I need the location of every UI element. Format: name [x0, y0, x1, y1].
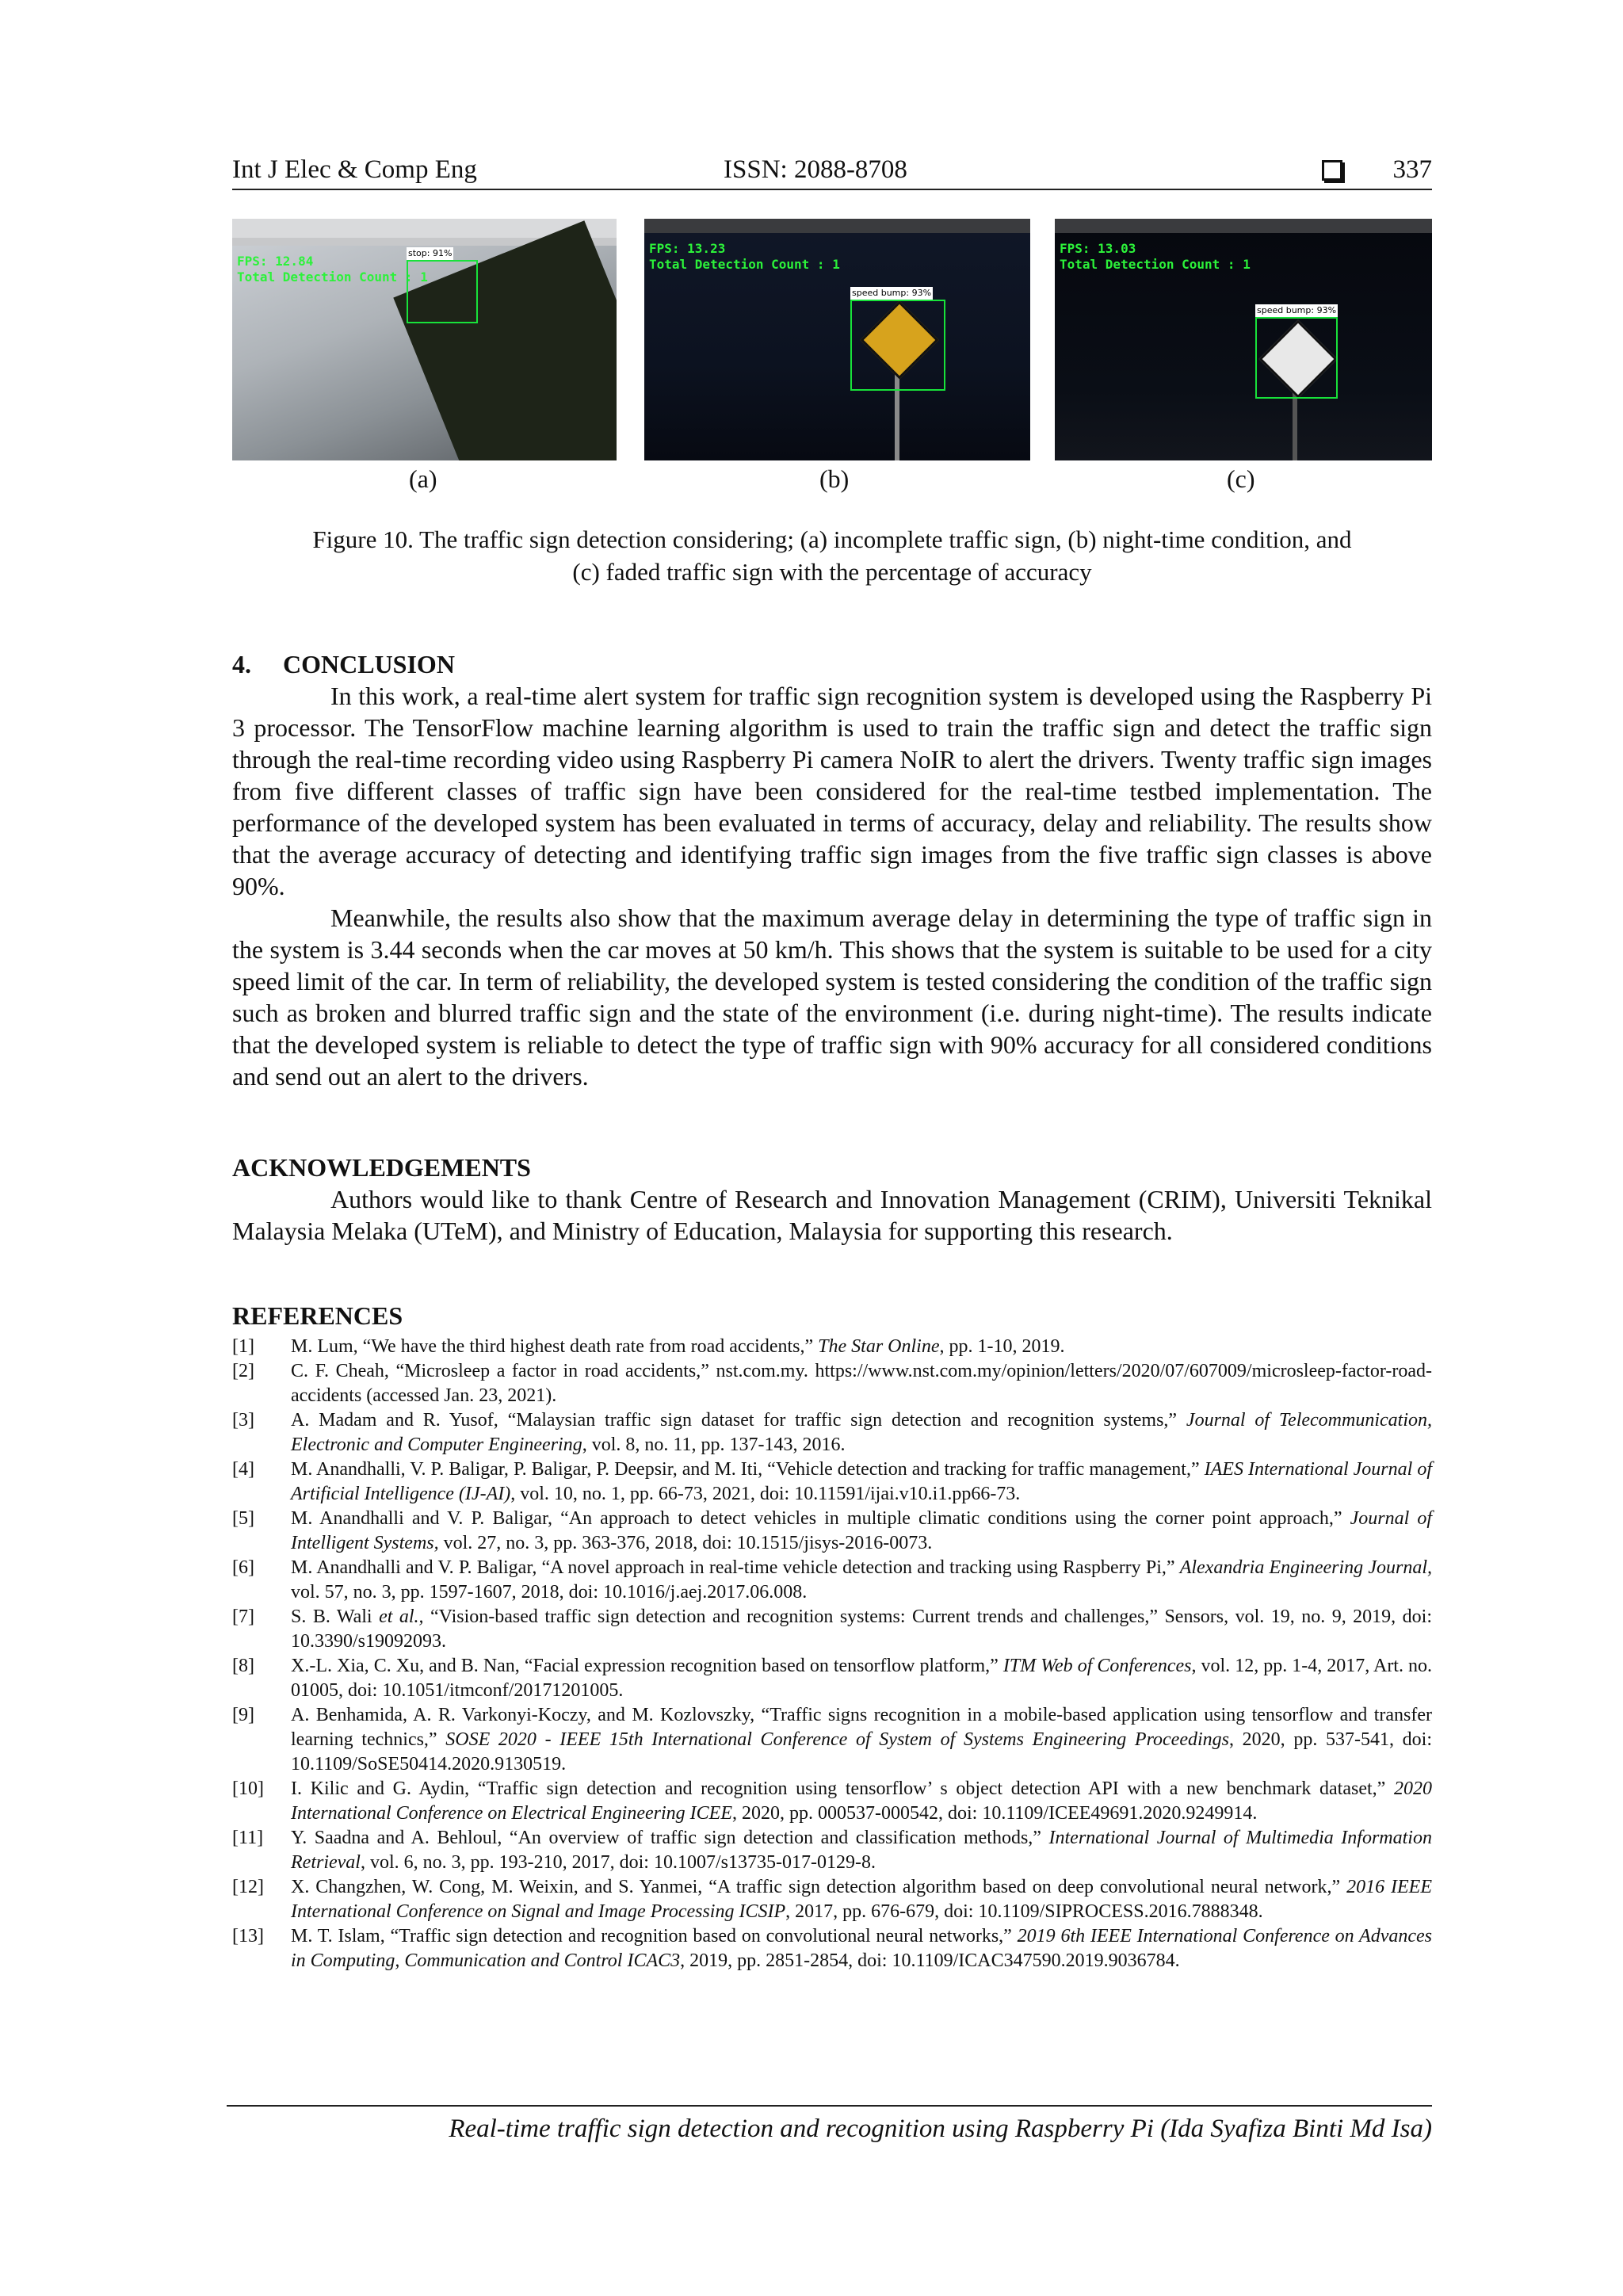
subfigure-label-c: (c) [1227, 464, 1255, 493]
reference-item: [1] M. Lum, “We have the third highest death rate from road accidents,” The Star Online, pp. 1-10, 2019. [232, 1336, 1065, 1357]
reference-item: [2] C. F. Cheah, “Microsleep a factor in road accidents,” nst.com.my. https://www.nst.com.my/opinion/letters/2020/07/607009/microsleep-factor-road-accidents (accessed Jan. 23, 2021). [232, 1361, 1432, 1406]
page-footer [227, 2105, 1432, 2144]
reference-item: [5] M. Anandhalli and V. P. Baligar, “An approach to detect vehicles in multiple climatic conditions using the corner point approach,” Journal of Intelligent Systems, vol. 27, no. 3, pp. 363-376, 2018, doi: 10.1515/jisys-2016-0073. [232, 1508, 1433, 1553]
paragraph: In this work, a real-time alert system for traffic sign recognition system is developed using the Raspberry Pi 3 processor. The TensorFlow machine learning algorithm is used to train the traffic sign and detect the traffic sign through the real-time recording video using Raspberry Pi camera NoIR to alert the drivers. Twenty traffic sign images from five different classes of traffic sign have been considered for the real-time testbed implementation. The performance of the developed system has been evaluated in terms of accuracy, delay and reliability. The results show that the average accuracy of detecting and identifying traffic sign images from the five traffic sign classes is above 90%. [232, 682, 1432, 900]
section-heading: 4. CONCLUSION [232, 650, 455, 678]
journal-name: Int J Elec & Comp Eng [232, 155, 477, 184]
reference-item: [10] I. Kilic and G. Aydin, “Traffic sign detection and recognition using tensorflow’ s object detection API with a new benchmark dataset,” 2020 International Conference on Electrical Engineering ICEE, 2020, pp. 000537-000542, doi: 10.1109/ICEE49691.2020.9249914. [232, 1778, 1432, 1824]
paragraph: Authors would like to thank Centre of Research and Innovation Management (CRIM), Universiti Teknikal Malaysia Melaka (UTeM), and Ministry of Education, Malaysia for supporting this research. [232, 1185, 1432, 1245]
reference-item: [3] A. Madam and R. Yusof, “Malaysian traffic sign dataset for traffic sign detection and recognition systems,” Journal of Telecommunication, Electronic and Computer Engineering, vol. 8, no. 11, pp. 137-143, 2016. [232, 1410, 1433, 1455]
checkbox-square-icon [1322, 160, 1342, 181]
reference-item: [6] M. Anandhalli and V. P. Baligar, “A novel approach in real-time vehicle detection and tracking using Raspberry Pi,” Alexandria Engineering Journal, vol. 57, no. 3, pp. 1597-1607, 2018, doi: 10.1016/j.aej.2017.06.008. [232, 1557, 1432, 1603]
fps-readout: FPS: 12.84 [237, 254, 314, 269]
figure-caption: Figure 10. The traffic sign detection considering; (a) incomplete traffic sign, (b) night-time condition, and (c) faded traffic sign with the percentage of accuracy [312, 525, 1352, 586]
detection-box [1255, 305, 1338, 399]
reference-item: [13] M. T. Islam, “Traffic sign detection and recognition based on convolutional neural networks,” 2019 6th IEEE International Conference on Advances in Computing, Communication and Control ICAC3, 2019, pp. 2851-2854, doi: 10.1109/ICAC347590.2019.9036784. [232, 1926, 1432, 1971]
detection-count: Total Detection Count : 1 [237, 269, 428, 285]
screenshot-panel-b [644, 219, 1030, 460]
reference-item: [8] X.-L. Xia, C. Xu, and B. Nan, “Facial expression recognition based on tensorflow platform,” ITM Web of Conferences, vol. 12, pp. 1-4, 2017, Art. no. 01005, doi: 10.1051/itmconf/20171201005. [232, 1656, 1433, 1701]
page-header [232, 155, 1432, 190]
fps-readout: FPS: 13.03 [1060, 241, 1136, 256]
running-footer-title: Real-time traffic sign detection and recognition using Raspberry Pi (Ida Syafiza Binti Md Isa) [449, 2115, 1432, 2143]
section-heading: ACKNOWLEDGEMENTS [232, 1153, 531, 1182]
reference-item: [11] Y. Saadna and A. Behloul, “An overview of traffic sign detection and classification methods,” International Journal of Multimedia Information Retrieval, vol. 6, no. 3, pp. 193-210, 2017, doi: 10.1007/s13735-017-0129-8. [232, 1828, 1432, 1873]
subfigure-label-b: (b) [819, 464, 850, 493]
detection-label: speed bump: 93% [1257, 305, 1337, 315]
screenshot-panel-c [1055, 219, 1432, 460]
acknowledgements-section [232, 1152, 1432, 1247]
subfigure-label-a: (a) [409, 464, 437, 493]
detection-box [407, 248, 478, 323]
detection-count: Total Detection Count : 1 [1060, 257, 1251, 272]
issn: ISSN: 2088-8708 [724, 155, 907, 184]
window-titlebar [1055, 219, 1432, 233]
reference-item: [12] X. Changzhen, W. Cong, M. Weixin, and S. Yanmei, “A traffic sign detection algorithm based on deep convolutional neural network,” 2016 IEEE International Conference on Signal and Image Processing ICSIP, 2017, pp. 676-679, doi: 10.1109/SIPROCESS.2016.7888348. [232, 1877, 1432, 1922]
fps-readout: FPS: 13.23 [649, 241, 726, 256]
detection-box [850, 288, 945, 391]
detection-count: Total Detection Count : 1 [649, 257, 840, 272]
screenshot-panel-a [232, 219, 617, 460]
detection-label: speed bump: 93% [852, 288, 932, 298]
references-section [232, 1300, 1432, 1973]
detection-label: stop: 91% [408, 248, 453, 258]
conclusion-section [232, 648, 1432, 1092]
figure-10 [232, 219, 1432, 460]
paragraph: Meanwhile, the results also show that the maximum average delay in determining the type of traffic sign in the system is 3.44 seconds when the car moves at 50 km/h. This shows that the system is suitable to be used for a city speed limit of the car. In term of reliability, the developed system is tested considering the condition of the traffic sign such as broken and blurred traffic sign and the state of the environment (i.e. during night-time). The results indicate that the developed system is reliable to detect the type of traffic sign with 90% accuracy for all considered conditions and send out an alert to the drivers. [232, 904, 1432, 1091]
window-titlebar [644, 219, 1030, 233]
reference-list [232, 1335, 1432, 1973]
section-heading: REFERENCES [232, 1301, 403, 1330]
page-number: 337 [1392, 155, 1432, 184]
reference-item: [7] S. B. Wali et al., “Vision-based traffic sign detection and recognition systems: Current trends and challenges,” Sensors, vol. 19, no. 9, 2019, doi: 10.3390/s19092093. [232, 1606, 1432, 1652]
reference-item: [4] M. Anandhalli, V. P. Baligar, P. Baligar, P. Deepsir, and M. Iti, “Vehicle detection and tracking for traffic management,” IAES International Journal of Artificial Intelligence (IJ-AI), vol. 10, no. 1, pp. 66-73, 2021, doi: 10.11591/ijai.v10.i1.pp66-73. [232, 1459, 1432, 1504]
reference-item: [9] A. Benhamida, A. R. Varkonyi-Koczy, and M. Kozlovszky, “Traffic signs recognition in a mobile-based application using tensorflow and transfer learning technics,” SOSE 2020 - IEEE 15th International Conference of System of Systems Engineering Proceedings, 2020, pp. 537-541, doi: 10.1109/SoSE50414.2020.9130519. [232, 1705, 1433, 1775]
